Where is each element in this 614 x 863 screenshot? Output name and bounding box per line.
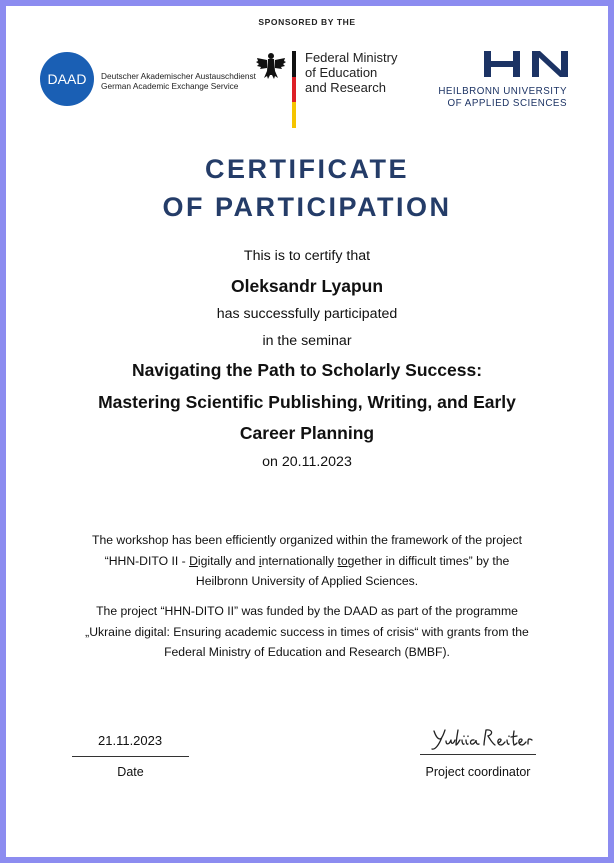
p1-line-2: “HHN-DITO II - Digitally and internationally together in difficult times” by the: [104, 553, 510, 568]
participated-text: has successfully participated: [216, 306, 398, 322]
title-line-2: OF PARTICIPATION: [162, 192, 452, 222]
date-line: [72, 756, 189, 757]
federal-eagle-icon: [255, 50, 287, 82]
hhn-name: [438, 86, 567, 109]
daad-name: [101, 71, 256, 91]
p1-line-3: Heilbronn University of Applied Sciences.: [195, 574, 419, 588]
p2-line-1: The project “HHN-DITO II” was funded by the DAAD as part of the programme: [96, 604, 518, 618]
seminar-title: [0, 355, 614, 450]
daad-logo: DAAD: [40, 52, 94, 106]
seminar-date: on 20.11.2023: [262, 454, 352, 470]
title-line-1: CERTIFICATE: [205, 154, 409, 184]
coordinator-line: [420, 754, 536, 755]
hhn-logo: [484, 51, 568, 77]
p2-line-2: „Ukraine digital: Ensuring academic success in times of crisis“ with grants from the: [85, 624, 529, 639]
certificate-title: [0, 150, 614, 226]
seminar-line-3: Career Planning: [239, 423, 375, 443]
handwritten-signature: [418, 723, 538, 755]
seminar-line-2: Mastering Scientific Publishing, Writing, and Early: [98, 391, 516, 412]
seminar-line-1: Navigating the Path to Scholarly Success:: [131, 360, 483, 380]
hhn-line-2: OF APPLIED SCIENCES: [447, 97, 567, 109]
date-label: Date: [117, 765, 144, 779]
p2-line-3: Federal Ministry of Education and Research (BMBF).: [164, 645, 450, 659]
coordinator-label: Project coordinator: [425, 765, 531, 779]
german-flag-bar: [292, 51, 296, 128]
ministry-line-3: and Research: [305, 80, 386, 95]
ministry-line-2: of Education: [305, 65, 378, 80]
ministry-line-1: Federal Ministry: [305, 50, 398, 65]
p1-line-1: The workshop has been efficiently organized within the framework of the project: [92, 533, 522, 547]
hhn-line-1: HEILBRONN UNIVERSITY: [438, 86, 567, 97]
daad-name-de: Deutscher Akademischer Austauschdienst: [101, 71, 256, 81]
workshop-paragraph-1: [0, 530, 614, 592]
intro-text: This is to certify that: [243, 248, 371, 264]
ministry-name: [305, 50, 397, 95]
daad-name-en: German Academic Exchange Service: [101, 81, 239, 91]
workshop-paragraph-2: [0, 601, 614, 663]
sponsored-by-label: SPONSORED BY THE: [258, 17, 356, 27]
issue-date-value: 21.11.2023: [98, 733, 163, 748]
participant-name: Oleksandr Lyapun: [230, 276, 384, 296]
in-seminar-text: in the seminar: [262, 333, 352, 349]
